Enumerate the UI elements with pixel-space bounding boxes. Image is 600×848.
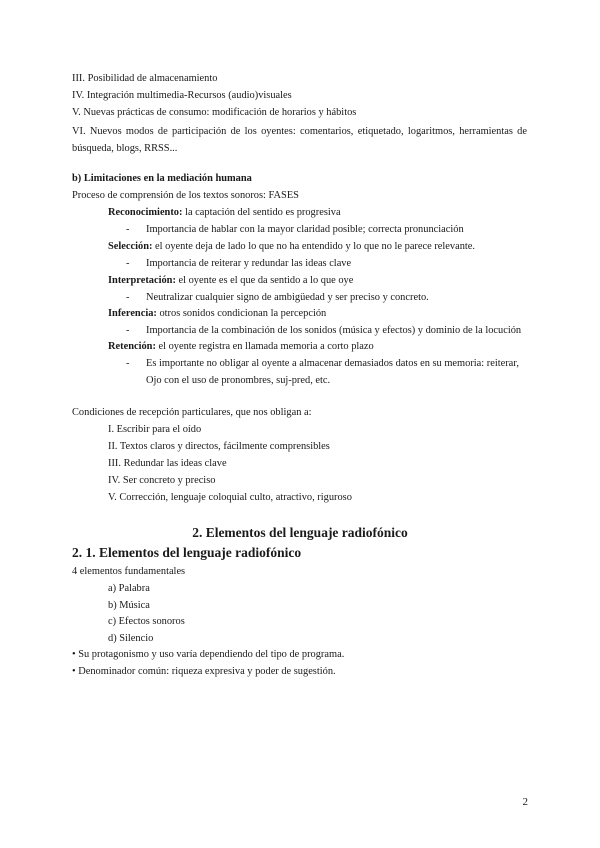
phase-sub: Importancia de reiterar y redundar las ideas clave xyxy=(146,258,352,269)
phase-text: el oyente deja de lado lo que no ha entendido y lo que no le parece relevante. xyxy=(152,241,475,252)
section-2-1-title: 2. 1. Elementos del lenguaje radiofónico xyxy=(72,545,302,560)
phase-label: Selección: xyxy=(108,241,153,252)
phase-label: Reconocimiento: xyxy=(108,207,183,218)
dash-marker: - xyxy=(126,292,130,303)
phase-text: la captación del sentido es progresiva xyxy=(182,207,341,218)
phase-text: el oyente registra en llamada memoria a corto plazo xyxy=(155,341,374,352)
dash-marker: - xyxy=(126,358,130,369)
condition-item: I. Escribir para el oído xyxy=(108,424,202,435)
dash-marker: - xyxy=(126,224,130,235)
condition-item: IV. Ser concreto y preciso xyxy=(108,475,216,486)
phase-label: Interpretación: xyxy=(108,275,176,286)
section-2-intro: 4 elementos fundamentales xyxy=(72,566,186,577)
element-item: b) Música xyxy=(108,600,150,611)
phase-inferencia xyxy=(108,307,326,321)
condition-item: III. Redundar las ideas clave xyxy=(108,458,227,469)
dash-marker: - xyxy=(126,258,130,269)
phase-sub: Importancia de la combinación de los sonidos (música y efectos) y dominio de la locución xyxy=(146,325,522,336)
phase-seleccion xyxy=(108,240,475,254)
list-item-v: V. Nuevas prácticas de consumo: modificación de horarios y hábitos xyxy=(72,107,357,118)
condition-item: II. Textos claros y directos, fácilmente comprensibles xyxy=(108,441,330,452)
element-item: c) Efectos sonoros xyxy=(108,616,185,627)
phase-sub-cont: Ojo con el uso de pronombres, suj-pred, etc. xyxy=(146,375,331,386)
element-item: d) Silencio xyxy=(108,633,154,644)
phase-label: Inferencia: xyxy=(108,308,157,319)
page-number: 2 xyxy=(522,796,528,808)
phase-sub: Neutralizar cualquier signo de ambigüedad y ser preciso y concreto. xyxy=(146,292,429,303)
element-item: a) Palabra xyxy=(108,583,150,594)
dash-marker: - xyxy=(126,325,130,336)
phase-label: Retención: xyxy=(108,341,156,352)
condition-item: V. Corrección, lenguaje coloquial culto, atractivo, riguroso xyxy=(108,492,352,503)
phase-reconocimiento xyxy=(108,206,341,220)
conditions-intro: Condiciones de recepción particulares, que nos obligan a: xyxy=(72,407,312,418)
phase-sub: Es importante no obligar al oyente a almacenar demasiados datos en su memoria: reiterar, xyxy=(146,358,519,369)
phase-interpretacion xyxy=(108,274,353,288)
section-b-intro: Proceso de comprensión de los textos sonoros: FASES xyxy=(72,190,299,201)
bullet-item: • Su protagonismo y uso varía dependiendo del tipo de programa. xyxy=(72,649,345,660)
list-item-vi: VI. Nuevos modos de participación de los oyentes: comentarios, etiquetado, logaritmos, herramientas de búsqueda, blogs, RRSS... xyxy=(72,126,527,154)
list-item-iii: III. Posibilidad de almacenamiento xyxy=(72,73,218,84)
list-item-iv: IV. Integración multimedia-Recursos (audio)visuales xyxy=(72,90,292,101)
phase-text: el oyente es el que da sentido a lo que oye xyxy=(175,275,354,286)
section-b-title: b) Limitaciones en la mediación humana xyxy=(72,173,252,184)
phase-sub: Importancia de hablar con la mayor claridad posible; correcta pronunciación xyxy=(146,224,464,235)
phase-text: otros sonidos condicionan la percepción xyxy=(156,308,327,319)
phase-retencion xyxy=(108,340,374,354)
bullet-item: • Denominador común: riqueza expresiva y poder de sugestión. xyxy=(72,666,336,677)
section-2-title: 2. Elementos del lenguaje radiofónico xyxy=(192,525,408,540)
